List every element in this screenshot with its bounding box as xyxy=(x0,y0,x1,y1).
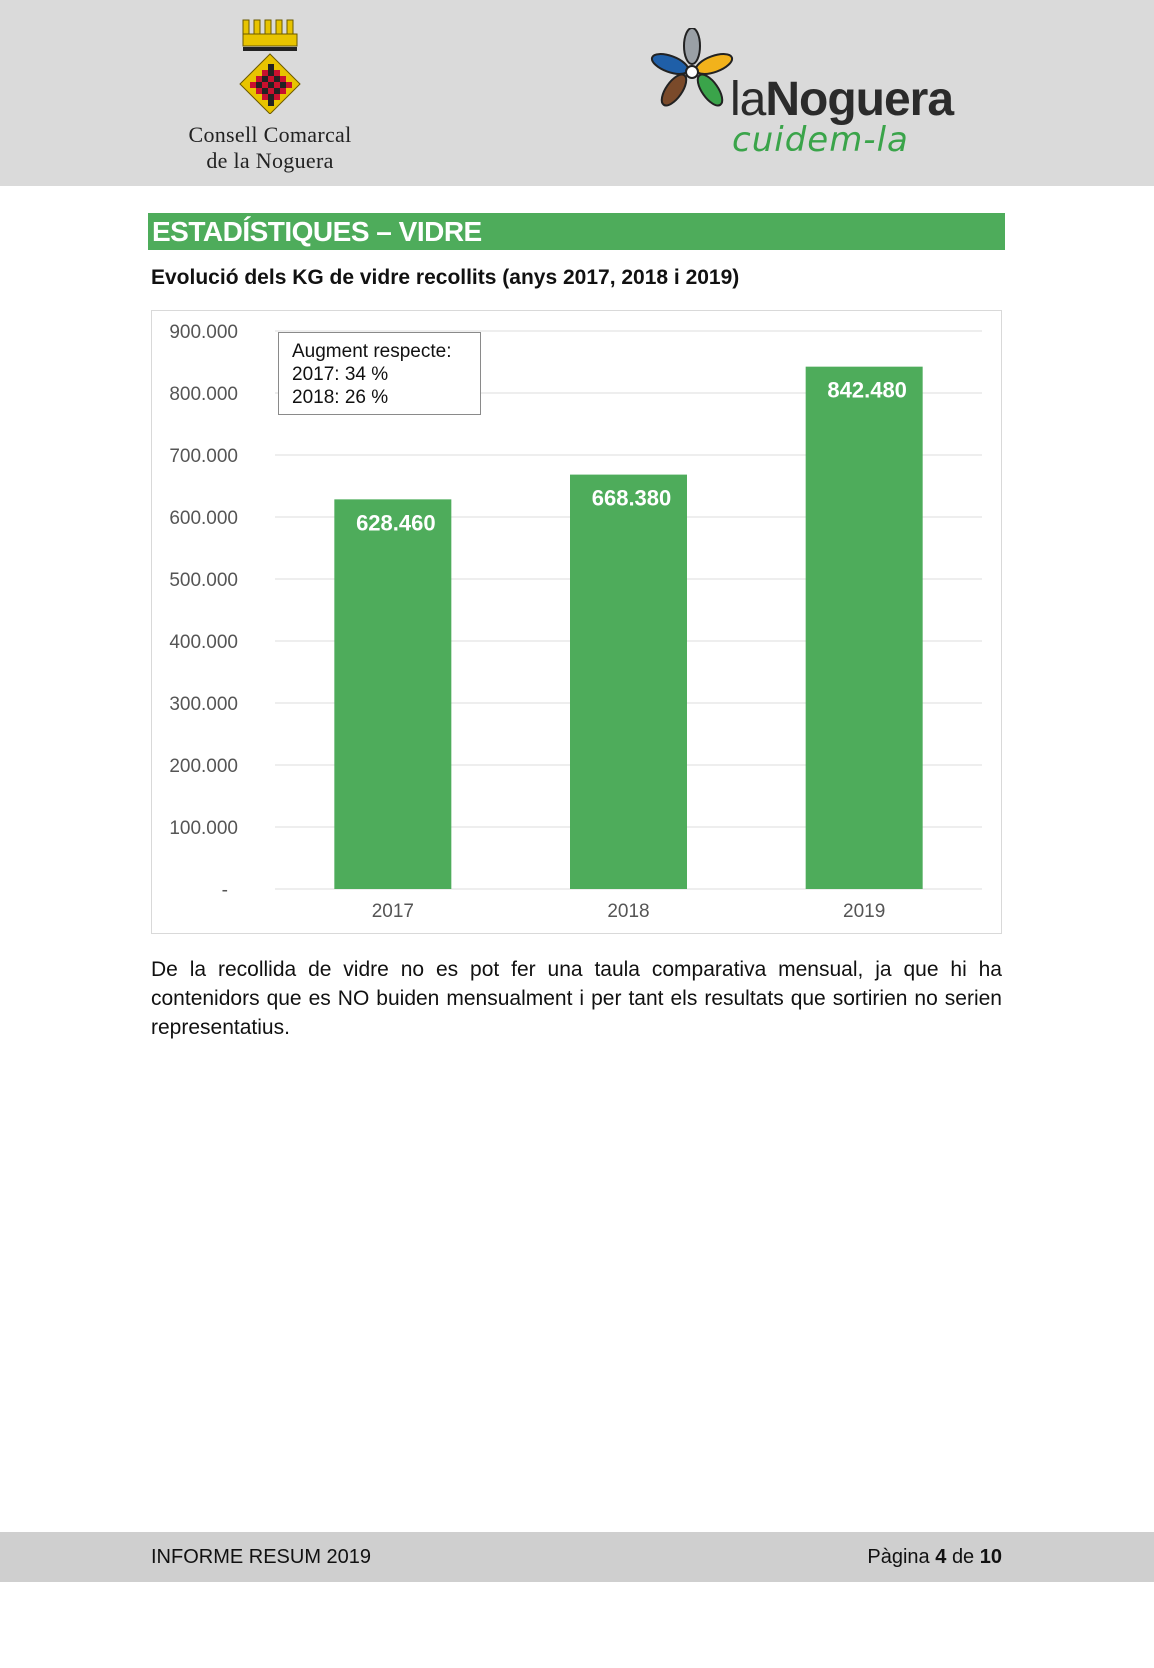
x-tick-label: 2017 xyxy=(371,901,414,922)
page-footer xyxy=(0,1532,1154,1582)
annotation-line-1: Augment respecte: xyxy=(292,341,452,362)
flower-logo-icon xyxy=(650,28,734,112)
page-of: de xyxy=(951,1546,975,1568)
chart-annotation-box xyxy=(278,332,481,415)
chart-title: Evolució dels KG de vidre recollits (anys 2017, 2018 i 2019) xyxy=(151,266,740,289)
bar-2017 xyxy=(334,499,451,889)
report-title: INFORME RESUM 2019 xyxy=(151,1546,372,1568)
bar-2018 xyxy=(570,475,687,889)
y-tick-label: 200.000 xyxy=(169,756,238,777)
brand-noguera-text: Noguera xyxy=(765,73,954,126)
y-tick-label: 900.000 xyxy=(169,322,238,343)
y-tick-label: 300.000 xyxy=(169,694,238,715)
la-noguera-logo xyxy=(650,28,1010,158)
consell-line1: Consell Comarcal xyxy=(188,122,352,147)
y-tick-label: - xyxy=(221,880,228,901)
page-prefix: Pàgina xyxy=(867,1546,930,1568)
x-tick-label: 2018 xyxy=(607,901,650,922)
consell-comarcal-name xyxy=(150,122,390,174)
page-header xyxy=(0,0,1154,186)
page-total: 10 xyxy=(979,1546,1002,1568)
data-label: 842.480 xyxy=(827,377,907,403)
x-tick-label: 2019 xyxy=(843,901,886,922)
y-tick-label: 800.000 xyxy=(169,384,238,405)
page-current: 4 xyxy=(935,1546,947,1568)
y-tick-label: 100.000 xyxy=(169,818,238,839)
y-tick-label: 600.000 xyxy=(169,508,238,529)
bar-2019 xyxy=(806,367,923,889)
annotation-line-2: 2017: 34 % xyxy=(292,364,389,385)
consell-comarcal-logo xyxy=(150,14,390,174)
data-label: 668.380 xyxy=(591,485,672,511)
y-tick-label: 400.000 xyxy=(169,632,238,653)
coat-of-arms-icon xyxy=(235,14,305,114)
section-title: ESTADÍSTIQUES – VIDRE xyxy=(152,216,482,247)
y-tick-label: 700.000 xyxy=(169,446,238,467)
brand-name xyxy=(730,72,953,127)
annotation-line-3: 2018: 26 % xyxy=(292,387,389,408)
brand-tagline: cuidem-la xyxy=(732,120,909,160)
body-paragraph: De la recollida de vidre no es pot fer una taula comparativa mensual, ja que hi ha contenidors que es NO buiden mensualment i per tant els resultats que sortirien no serien representatius. xyxy=(151,958,1002,1039)
bar-chart xyxy=(151,310,1002,934)
brand-la-text: la xyxy=(730,73,766,126)
section-heading-bar xyxy=(148,213,1005,250)
consell-line2: de la Noguera xyxy=(206,148,334,173)
page-number xyxy=(867,1546,1002,1569)
data-label: 628.460 xyxy=(356,510,436,536)
y-tick-label: 500.000 xyxy=(169,570,238,591)
